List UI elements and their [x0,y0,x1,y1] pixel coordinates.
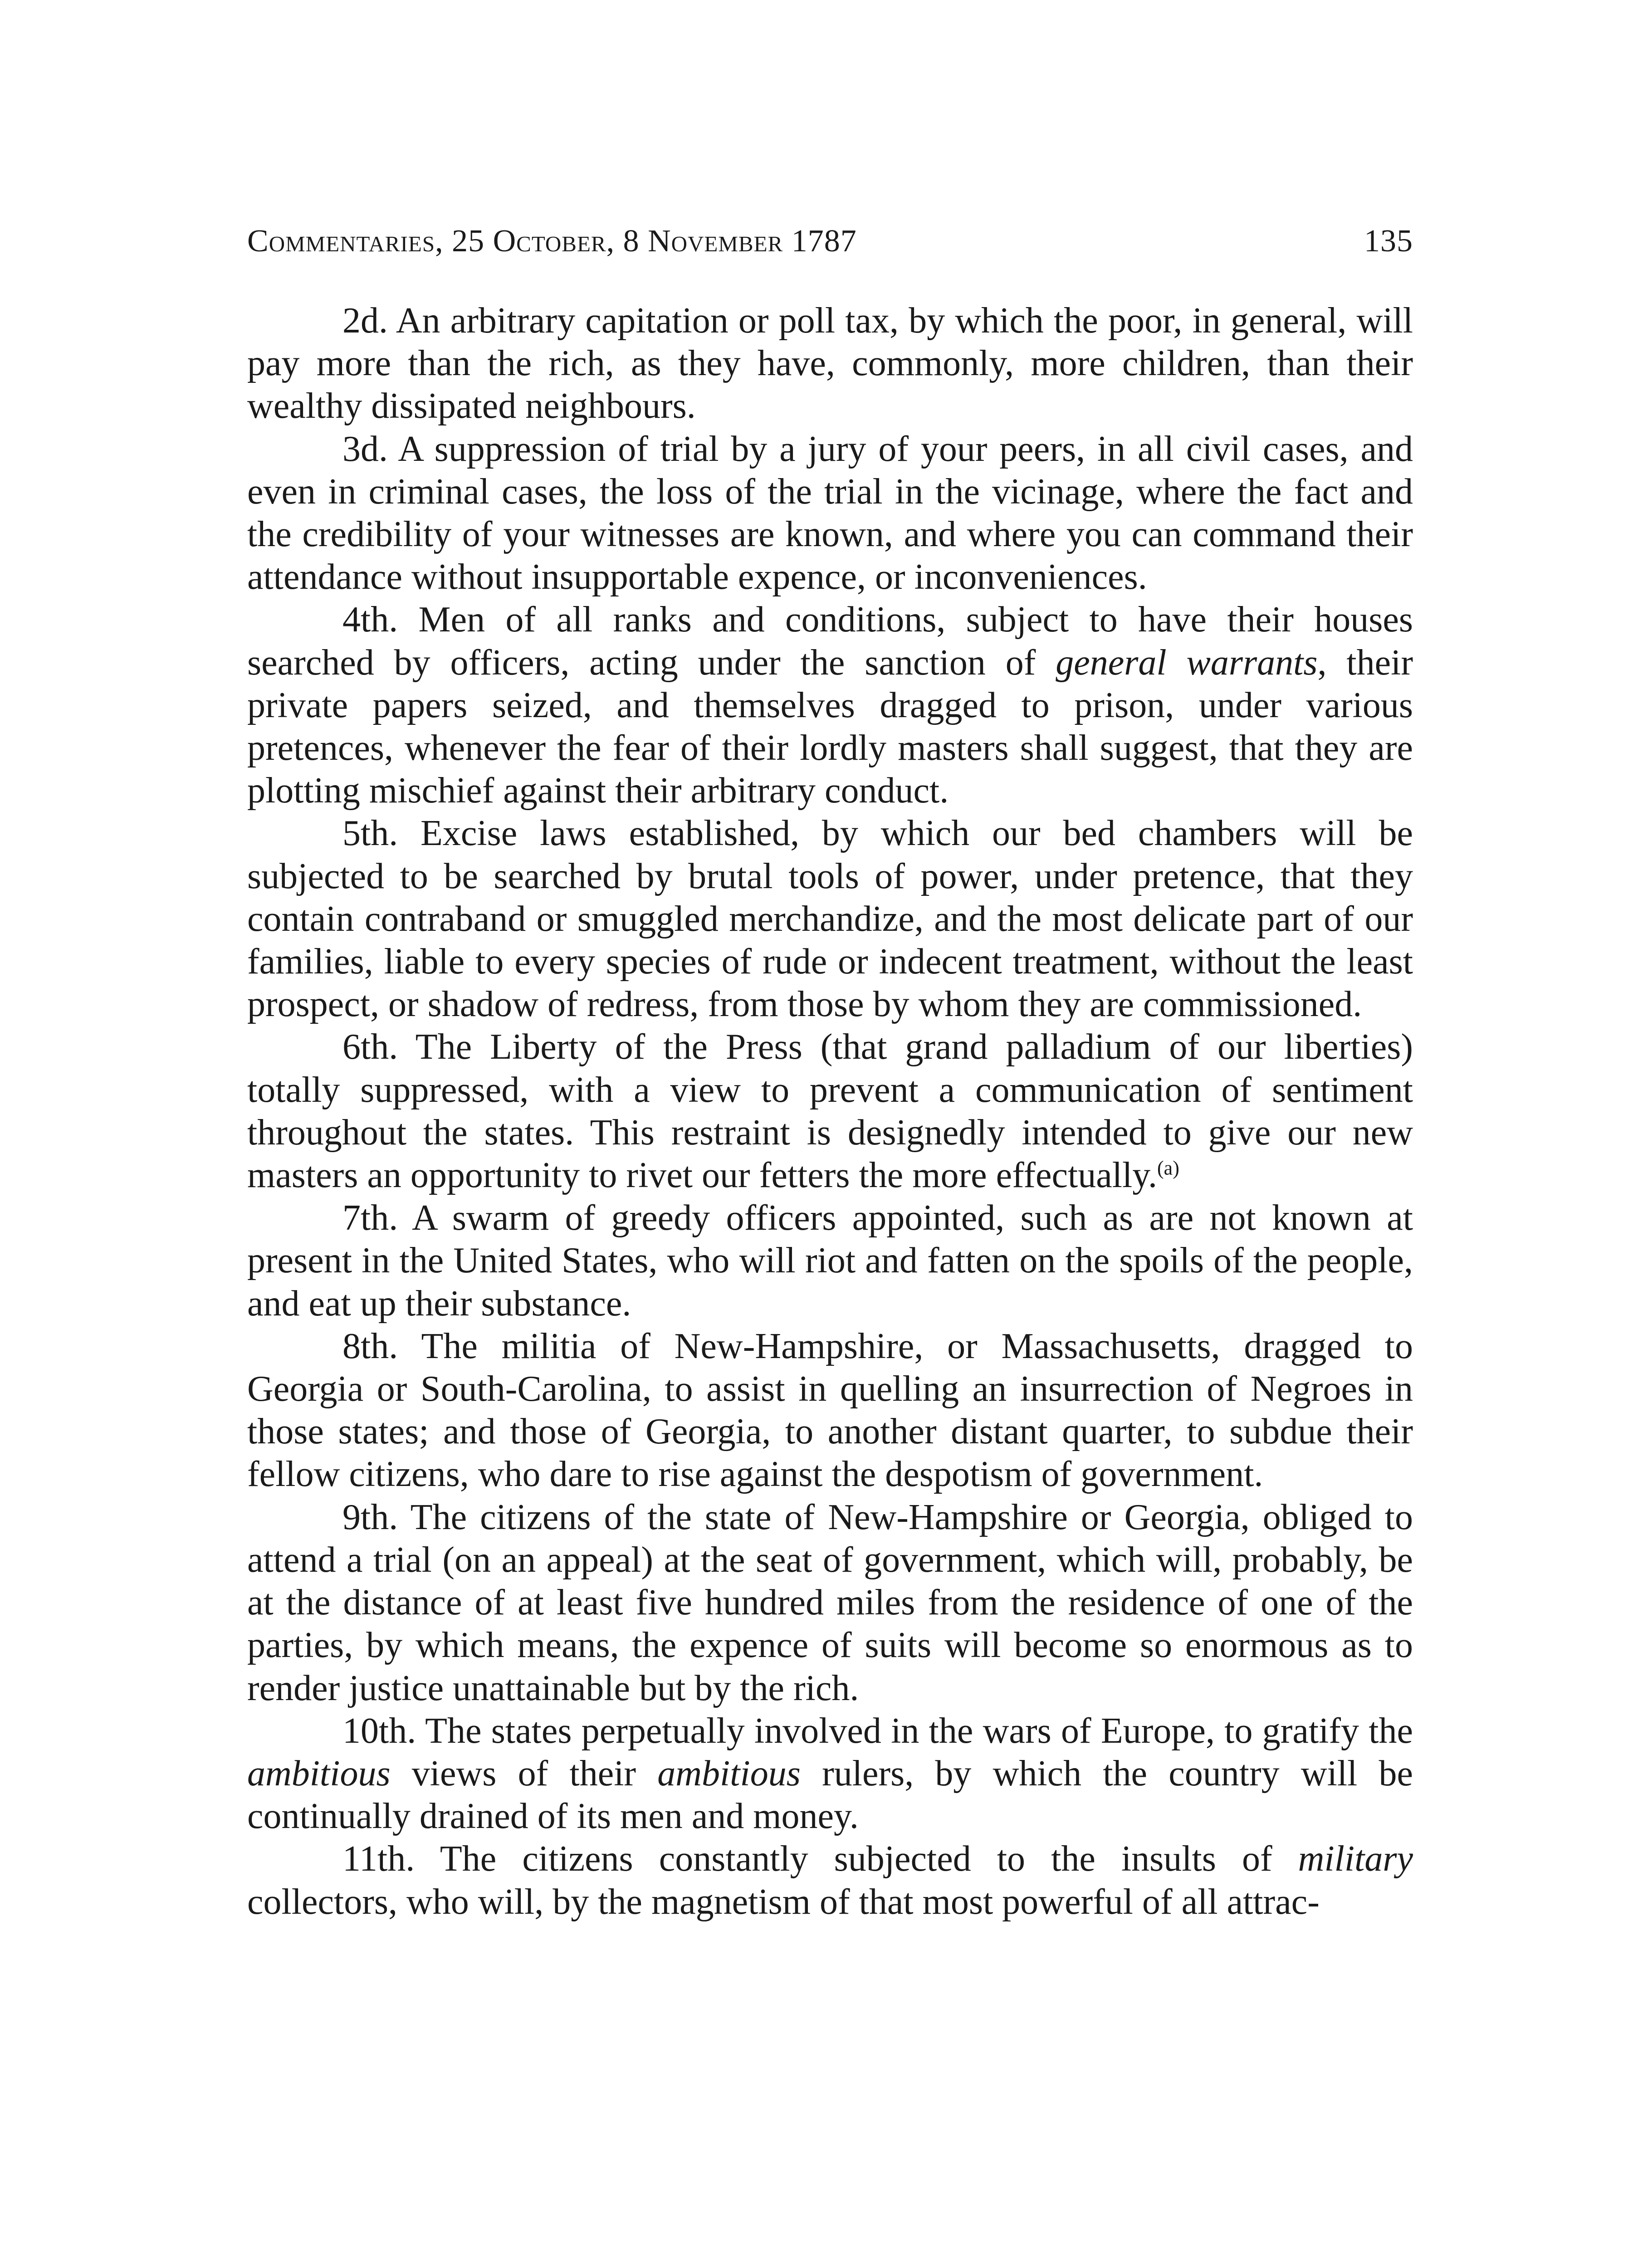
italic-term: military [1298,1839,1413,1879]
italic-term: ambitious [657,1753,801,1794]
paragraph-text: An arbitrary capitation or poll tax, by which the poor, in general, will pay more than the rich, as they have, commonly, more children, than their wealthy dissipated neighbours. [247,301,1413,426]
paragraph-lead: 11th. [342,1839,415,1879]
paragraph-lead: 5th. [342,813,398,854]
paragraph-2d [247,299,1413,428]
paragraph-text: The states perpetually involved in the wars of Europe, to gratify the [416,1711,1413,1751]
paragraph-lead: 7th. [342,1198,398,1238]
paragraph-text: The Liberty of the Press (that grand palladium of our liberties) totally suppressed, with a view to prevent a communication of sentiment throughout the states. This restraint is designedly intended to give our new masters an opportunity to rivet our fetters the more effectually. [247,1027,1413,1196]
paragraph-text: A swarm of greedy officers appointed, such as are not known at present in the United States, who will riot and fatten on the spoils of the people, and eat up their substance. [247,1198,1413,1324]
paragraph-lead: 2d. [342,301,388,341]
paragraph-10th [247,1710,1413,1838]
body-text [247,299,1413,1923]
paragraph-text: The citizens of the state of New-Hampshire or Georgia, obliged to attend a trial (on an appeal) at the seat of government, which will, probably, be at the distance of at least five hundred miles from the residence of one of the parties, by which means, the expence of suits will become so enormous as to render justice unattainable but by the rich. [247,1497,1413,1708]
paragraph-lead: 6th. [342,1027,398,1067]
paragraph-text: rulers, by which the country will be continually drained of its men and money. [247,1753,1413,1837]
running-head [247,219,1413,264]
paragraph-3d [247,428,1413,599]
paragraph-text: collectors, who will, by the magnetism of that most powerful of all attrac- [247,1882,1320,1922]
paragraph-lead: 10th. [342,1711,416,1751]
italic-term: general warrants [1056,642,1318,683]
footnote-reference: (a) [1157,1157,1179,1179]
page-number: 135 [1364,224,1413,259]
paragraph-6th [247,1026,1413,1197]
paragraph-text: Excise laws established, by which our bed chambers will be subjected to be searched by brutal tools of power, under pretence, that they contain contraband or smuggled merchandize, and the most delicate part of our families, liable to every species of rude or indecent treatment, without the least prospect, or shadow of redress, from those by whom they are commissioned. [247,813,1413,1025]
paragraph-text: views of their [390,1753,658,1794]
paragraph-4th [247,598,1413,812]
paragraph-lead: 3d. [342,429,388,469]
paragraph-lead: 8th. [342,1326,398,1366]
paragraph-text: The militia of New-Hampshire, or Massachusetts, dragged to Georgia or South-Carolina, to assist in quelling an insurrection of Negroes in those states; and those of Georgia, to another distant quarter, to subdue their fellow citizens, who dare to rise against the despotism of government. [247,1326,1413,1495]
paragraph-lead: 4th. [342,600,398,640]
paragraph-8th [247,1325,1413,1496]
italic-term: ambitious [247,1753,391,1794]
paragraph-5th [247,812,1413,1026]
paragraph-7th [247,1197,1413,1325]
paragraph-text: The citizens constantly subjected to the insults of [415,1839,1298,1879]
paragraph-text: , their private papers seized, and themselves dragged to prison, under various pretences, whenever the fear of their lordly masters shall suggest, that they are plotting mischief against their arbitrary conduct. [247,642,1413,811]
paragraph-lead: 9th. [342,1497,398,1537]
paragraph-text: Men of all ranks and conditions, subject to have their houses searched by officers, acting under the sanction of [247,600,1413,683]
paragraph-text: A suppression of trial by a jury of your peers, in all civil cases, and even in criminal cases, the loss of the trial in the vicinage, where the fact and the credibility of your witnesses are known, and where you can command their attendance without insupportable expence, or inconveniences. [247,429,1413,597]
paragraph-9th [247,1496,1413,1710]
running-head-title: Commentaries, 25 October, 8 November 1787 [247,224,857,259]
paragraph-11th [247,1838,1413,1923]
